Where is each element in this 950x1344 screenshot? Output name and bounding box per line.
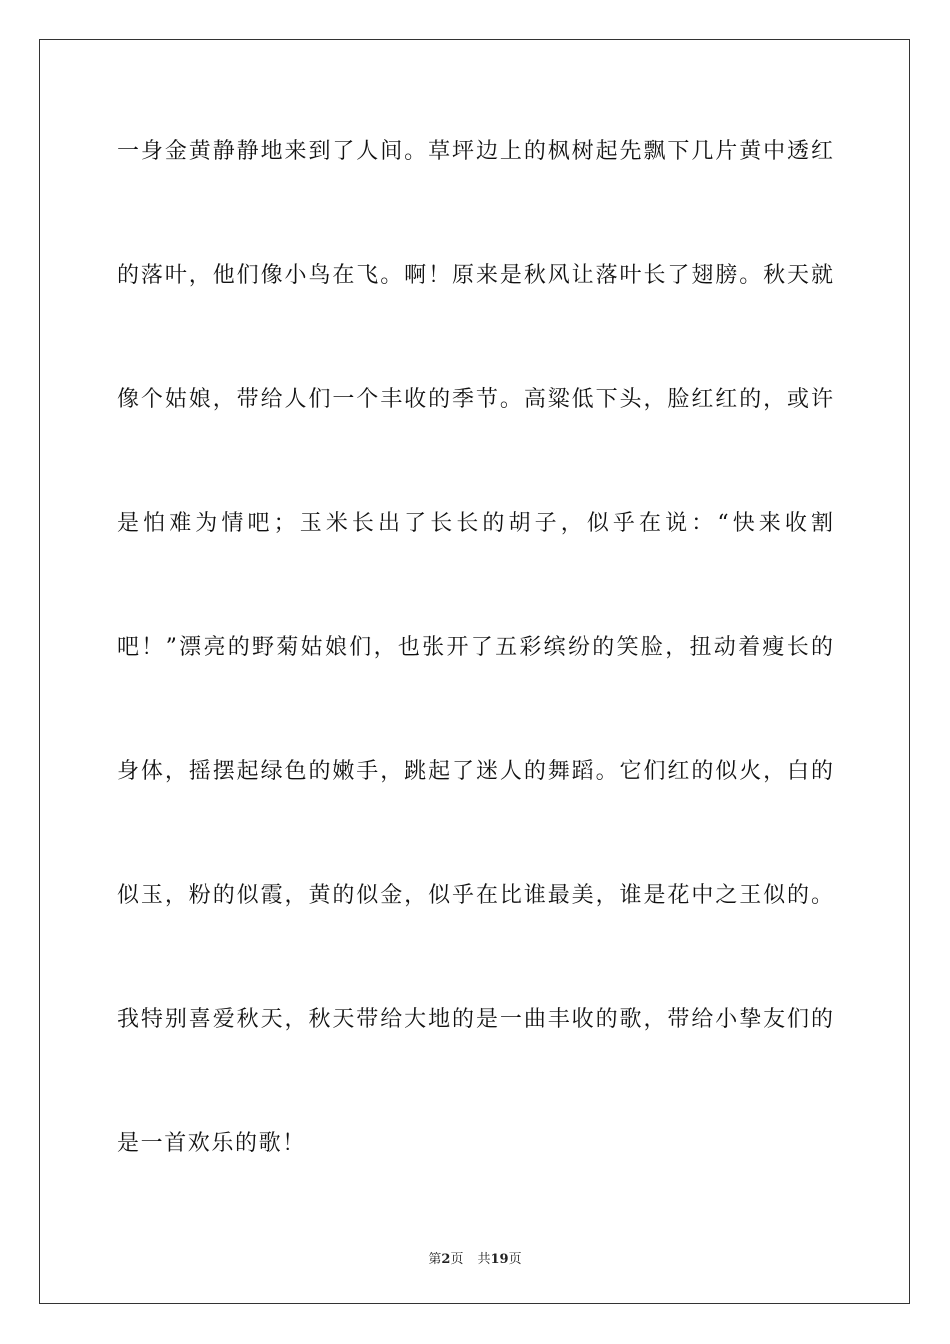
paragraph-line-7: 似玉，粉的似霞，黄的似金，似乎在比谁最美，谁是花中之王似的。 (117, 883, 833, 908)
paragraph-line-4: 是怕难为情吧；玉米长出了长长的胡子，似乎在说：“快来收割 (117, 511, 833, 536)
total-suffix: 页 (508, 1252, 522, 1267)
paragraph-line-9: 是一首欢乐的歌！ (117, 1131, 306, 1156)
paragraph-line-6: 身体，摇摆起绿色的嫩手，跳起了迷人的舞蹈。它们红的似火，白的 (117, 759, 833, 784)
page-footer (0, 1248, 950, 1267)
paragraph-line-3: 像个姑娘，带给人们一个丰收的季节。高粱低下头，脸红红的，或许 (117, 387, 833, 412)
paragraph-line-8: 我特别喜爱秋天，秋天带给大地的是一曲丰收的歌，带给小挚友们的 (117, 1007, 833, 1032)
page-suffix: 页 (450, 1252, 464, 1267)
total-pages: 19 (490, 1252, 509, 1267)
document-body (117, 132, 833, 1248)
paragraph-line-2: 的落叶，他们像小鸟在飞。啊！原来是秋风让落叶长了翅膀。秋天就 (117, 263, 833, 288)
page-prefix: 第 (428, 1252, 442, 1267)
total-prefix: 共 (477, 1252, 491, 1267)
paragraph-line-5: 吧！”漂亮的野菊姑娘们，也张开了五彩缤纷的笑脸，扭动着瘦长的 (117, 635, 833, 660)
page-number: 2 (441, 1252, 451, 1267)
paragraph-line-1: 一身金黄静静地来到了人间。草坪边上的枫树起先飘下几片黄中透红 (117, 139, 833, 164)
